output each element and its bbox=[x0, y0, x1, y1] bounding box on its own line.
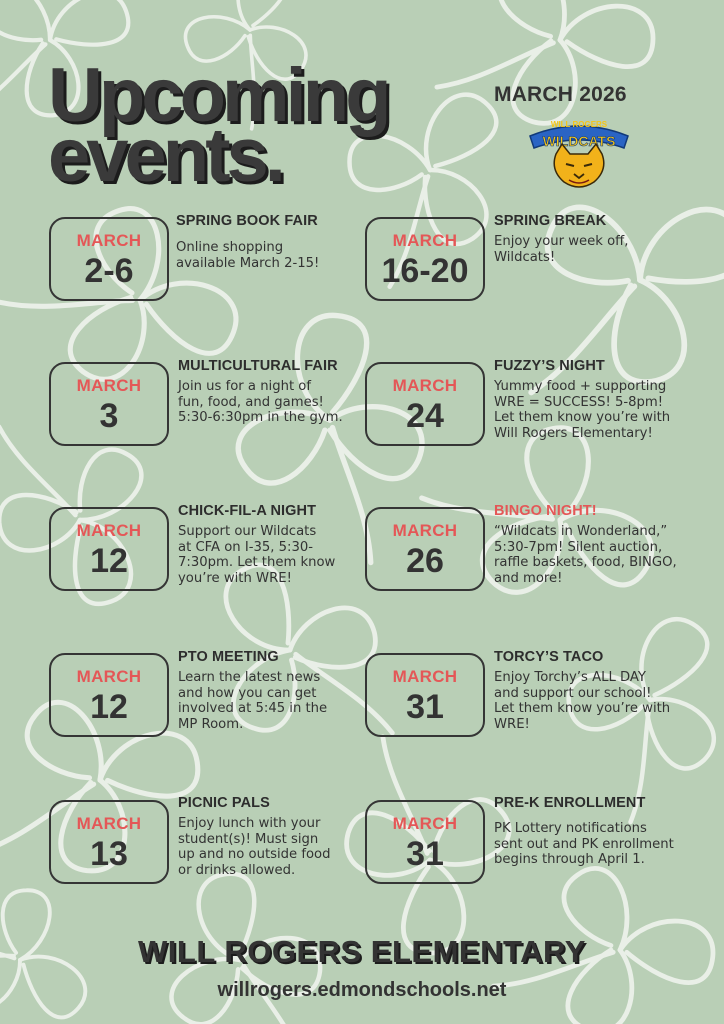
event-date-box bbox=[49, 217, 169, 301]
event-description: Enjoy your week off, Wildcats! bbox=[494, 234, 629, 265]
event-date-box bbox=[49, 507, 169, 591]
event-date-box bbox=[49, 362, 169, 446]
event-month: MARCH bbox=[76, 814, 142, 833]
event-info bbox=[494, 795, 694, 868]
school-website-link[interactable]: willrogers.edmondschools.net bbox=[217, 979, 507, 1001]
event-month: MARCH bbox=[76, 521, 142, 540]
event-description: Join us for a night of fun, food, and games! 5:30-6:30pm in the gym. bbox=[178, 379, 343, 426]
event-description: Yummy food + supporting WRE = SUCCESS! 5-8pm! Let them know you’re with Will Rogers Elementary! bbox=[494, 379, 671, 441]
event-title: CHICK-FIL-A NIGHT bbox=[178, 503, 317, 519]
event-date-box bbox=[365, 217, 485, 301]
event-description: “Wildcats in Wonderland,” 5:30-7pm! Silent auction, raffle baskets, food, BINGO, and more! bbox=[494, 524, 677, 586]
event-title: BINGO NIGHT! bbox=[494, 503, 597, 519]
event-info bbox=[178, 503, 378, 586]
event-day: 24 bbox=[406, 397, 444, 435]
event-description: Enjoy lunch with your student(s)! Must sign up and no outside food or drinks allowed. bbox=[178, 816, 331, 878]
event-title: PICNIC PALS bbox=[178, 795, 270, 811]
event-day: 12 bbox=[90, 542, 128, 580]
event-info bbox=[178, 358, 378, 426]
event-title: MULTICULTURAL FAIR bbox=[178, 358, 338, 374]
event-day: 13 bbox=[90, 835, 128, 873]
event-date-box bbox=[365, 362, 485, 446]
event-month: MARCH bbox=[392, 231, 458, 250]
event-description: Enjoy Torchy’s ALL DAY and support our school! Let them know you’re with WRE! bbox=[494, 670, 671, 732]
event-month: MARCH bbox=[392, 376, 458, 395]
event-month: MARCH bbox=[392, 814, 458, 833]
event-title: PTO MEETING bbox=[178, 649, 279, 665]
event-title: PRE-K ENROLLMENT bbox=[494, 795, 646, 811]
event-info bbox=[494, 358, 694, 441]
event-month: MARCH bbox=[392, 521, 458, 540]
event-date-box bbox=[49, 800, 169, 884]
event-info bbox=[178, 649, 378, 732]
event-description: Online shopping available March 2-15! bbox=[176, 240, 320, 271]
event-date-box bbox=[365, 800, 485, 884]
wildcats-logo bbox=[524, 114, 634, 190]
event-date-box bbox=[49, 653, 169, 737]
event-description: PK Lottery notifications sent out and PK enrollment begins through April 1. bbox=[494, 821, 674, 868]
event-description: Learn the latest news and how you can get involved at 5:45 in the MP Room. bbox=[178, 670, 328, 732]
event-info bbox=[494, 649, 694, 732]
event-title: FUZZY’S NIGHT bbox=[494, 358, 605, 374]
event-day: 31 bbox=[406, 835, 444, 873]
month-year-label: MARCH 2026 bbox=[494, 83, 627, 106]
event-month: MARCH bbox=[392, 667, 458, 686]
school-name: WILL ROGERS ELEMENTARY bbox=[138, 934, 586, 969]
event-day: 2-6 bbox=[84, 252, 134, 290]
event-day: 31 bbox=[406, 688, 444, 726]
event-info bbox=[494, 503, 694, 586]
event-day: 16-20 bbox=[381, 252, 469, 290]
event-title: SPRING BOOK FAIR bbox=[176, 213, 318, 229]
event-info bbox=[494, 213, 694, 265]
event-day: 12 bbox=[90, 688, 128, 726]
event-title: TORCY’S TACO bbox=[494, 649, 604, 665]
event-title: SPRING BREAK bbox=[494, 213, 607, 229]
event-day: 3 bbox=[99, 397, 119, 435]
event-day: 26 bbox=[406, 542, 444, 580]
event-description: Support our Wildcats at CFA on I-35, 5:30- 7:30pm. Let them know you’re with WRE! bbox=[178, 524, 336, 586]
page-title-line2: events. bbox=[48, 113, 282, 198]
event-date-box bbox=[365, 653, 485, 737]
event-month: MARCH bbox=[76, 376, 142, 395]
event-date-box bbox=[365, 507, 485, 591]
page-title-line1: Upcoming bbox=[48, 53, 388, 138]
svg-text:WILL ROGERS: WILL ROGERS bbox=[550, 120, 608, 129]
event-info bbox=[178, 795, 378, 878]
event-info bbox=[176, 213, 376, 271]
event-month: MARCH bbox=[76, 231, 142, 250]
event-month: MARCH bbox=[76, 667, 142, 686]
svg-text:WILDCATS: WILDCATS bbox=[542, 133, 616, 149]
